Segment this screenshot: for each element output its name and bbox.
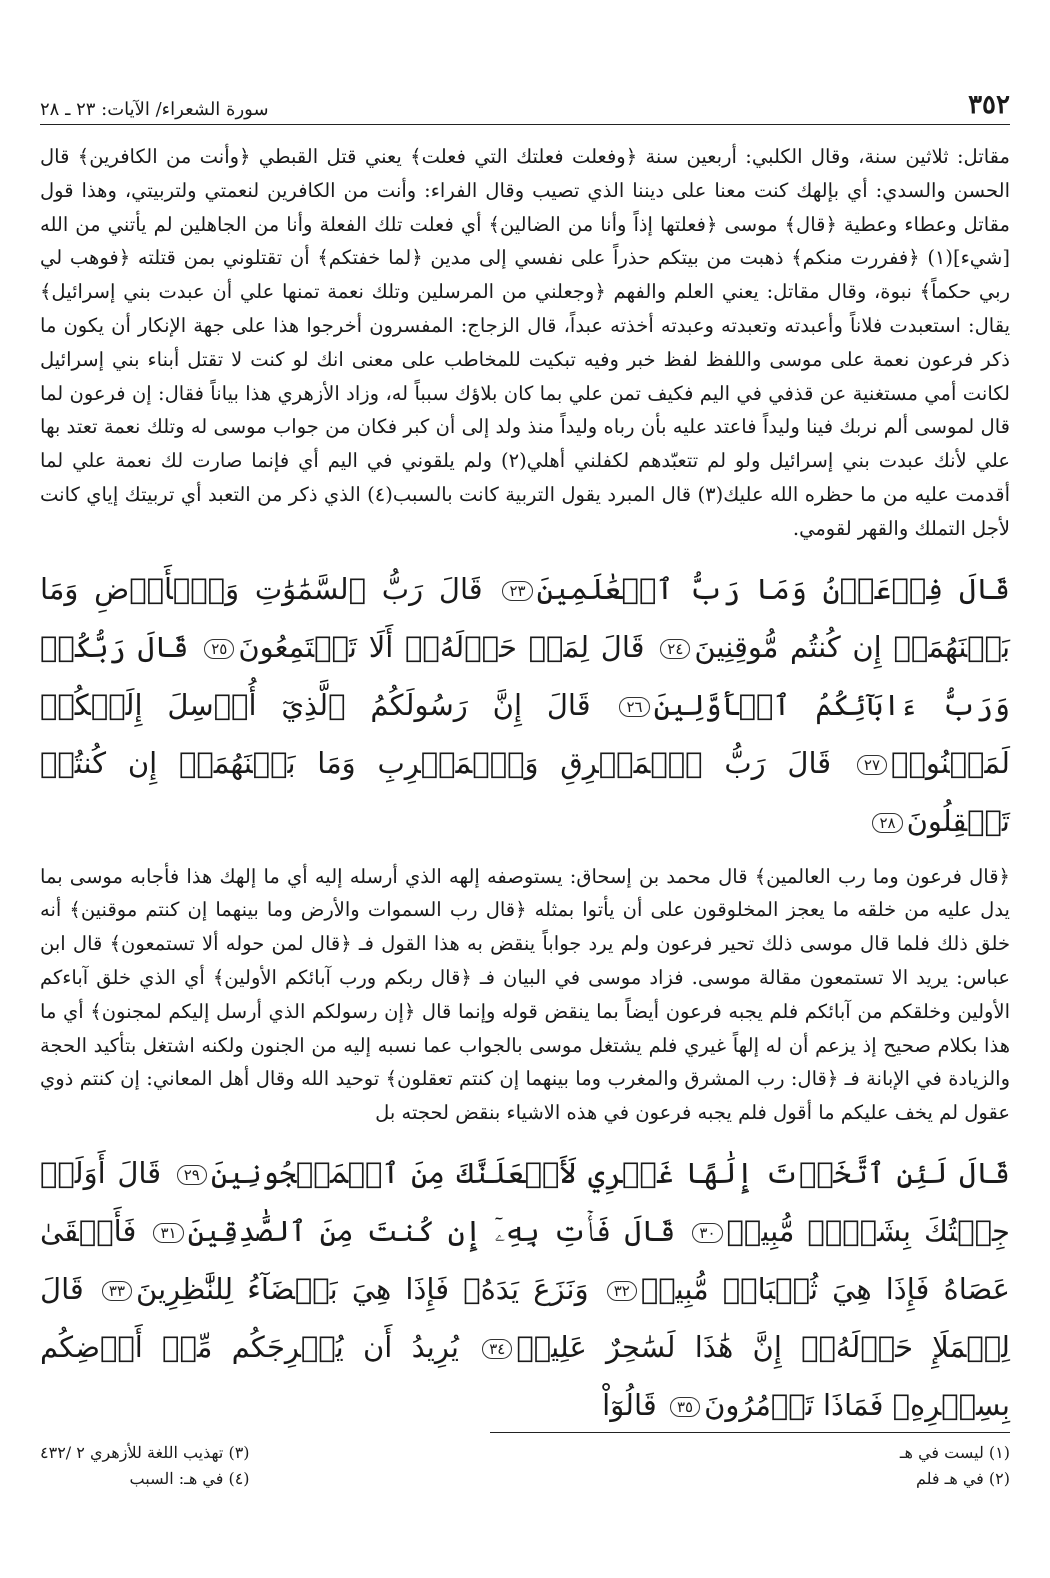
verse-text: قَالَ إِنَّ رَسُولَكُمُ ٱلَّذِيٓ أُرۡسِلَ إِلَيۡكُمۡ لَمَجۡنُونٞ	[40, 687, 1010, 780]
verse-number-marker: ٣١	[153, 1223, 183, 1243]
page-body	[40, 140, 1010, 1444]
verse-text: قَالَ لِمَنۡ حَوۡلَهُۥٓ أَلَا تَسۡتَمِعُونَ	[238, 629, 645, 664]
verse-number-marker: ٣٥	[670, 1397, 700, 1417]
page-number: ٣٥٢	[968, 90, 1010, 120]
footnote: (٢) في هـ فلم	[915, 1469, 1010, 1488]
verse-text: قَالَ لِلۡمَلَإِ حَوۡلَهُۥٓ إِنَّ هَٰذَا لَسَٰحِرٌ عَلِيمٞ	[40, 1271, 1011, 1364]
verse-number-marker: ٢٣	[502, 581, 532, 601]
verse-number-marker: ٢٨	[872, 813, 902, 833]
footnote: (٣) تهذيب اللغة للأزهري ٢ /٤٣٢	[40, 1443, 250, 1462]
verse-text: فَأَلۡقَىٰ عَصَاهُ فَإِذَا هِيَ ثُعۡبَانٞ مُّبِينٞ	[40, 1213, 1010, 1306]
page	[40, 80, 1010, 1538]
commentary-paragraph: ﴿قال فرعون وما رب العالمين﴾ قال محمد بن إسحاق: يستوصفه إلهه الذي أرسله إليه أي ما إلهك هذا فأجابه موسى بما يدل عليه من خلقه ما يعجز المخلوقون على أن يأتوا بمثله ﴿قال رب السموات والأرض وما بينهما إن كنتم موقنين﴾ أنه خلق ذلك فلما قال موسى ذلك تحير فرعون ولم يرد جواباً ينقض به هذا القول فـ ﴿قال لمن حوله ألا تستمعون﴾ قال ابن عباس: يريد الا تستمعون مقالة موسى. فزاد موسى في البيان فـ ﴿قال ربكم ورب آبائكم الأولين﴾ أي الذي خلق آباءكم الأولين وخلقكم من آبائكم فلم يجبه فرعون أيضاً بما ينقض قوله وإنما قال ﴿إن رسولكم الذي أرسل إليكم لمجنون﴾ أي ما هذا بكلام صحيح إذ يزعم أن له إلهاً غيري فلم يشتغل موسى بالجواب عما نسبه إليه من الجنون ولكنه اشتغل بتأكيد الحجة والزيادة في الإبانة فـ ﴿قال: رب المشرق والمغرب وما بينهما إن كنتم تعقلون﴾ توحيد الله وقال أهل المعاني: إن كنتم ذوي عقول لم يخف عليكم ما أقول فلم يجبه فرعون في هذه الاشياء بنقض لحجته بل	[40, 864, 1010, 1125]
footnotes	[40, 1440, 1010, 1492]
verse-number-marker: ٢٧	[857, 755, 887, 775]
quran-block	[40, 560, 1010, 850]
verse-text: قَالَ رَبُّ ٱلۡمَشۡرِقِ وَٱلۡمَغۡرِبِ وَمَا بَيۡنَهُمَآۖ إِن كُنتُمۡ تَعۡقِلُونَ	[40, 745, 1010, 838]
verse-number-marker: ٣٣	[102, 1281, 132, 1301]
verse-text: قَالَ لَئِنِ ٱتَّخَذۡتَ إِلَٰهًا غَيۡرِي لَأَجۡعَلَنَّكَ مِنَ ٱلۡمَسۡجُونِينَ	[210, 1155, 1010, 1190]
footnote-column-left	[40, 1440, 250, 1492]
quran-block	[40, 1144, 1010, 1434]
footnote-column-right	[900, 1440, 1010, 1492]
verse-number-marker: ٢٤	[660, 639, 690, 659]
footnote-separator	[490, 1432, 1010, 1433]
verse-text: يُرِيدُ أَن يُخۡرِجَكُم مِّنۡ أَرۡضِكُم بِسِحۡرِهِۦ فَمَاذَا تَأۡمُرُونَ	[40, 1329, 1010, 1422]
running-header	[40, 80, 1010, 125]
verse-number-marker: ٣٢	[607, 1281, 637, 1301]
verse-text: وَنَزَعَ يَدَهُۥ فَإِذَا هِيَ بَيۡضَآءُ لِلنَّٰظِرِينَ	[136, 1271, 589, 1306]
commentary-paragraph: مقاتل: ثلاثين سنة، وقال الكلبي: أربعين سنة ﴿وفعلت فعلتك التي فعلت﴾ يعني قتل القبطي ﴿وأنت من الكافرين﴾ قال الحسن والسدي: أي بإلهك كنت معنا على ديننا الذي تصيب وقال الفراء: وأنت من الكافرين لنعمتي ولتربيتي، وهذا قول مقاتل وعطاء وعطية ﴿قال﴾ موسى ﴿فعلتها إذاً وأنا من الضالين﴾ أي فعلت تلك الفعلة وأنا من الجاهلين لم يأتني من الله [شيء](١) ﴿ففررت منكم﴾ ذهبت من بيتكم حذراً على نفسي إلى مدين ﴿لما خفتكم﴾ أن تقتلوني بمن قتلته ﴿فوهب لي ربي حكماً﴾ نبوة، وقال مقاتل: يعني العلم والفهم ﴿وجعلني من المرسلين وتلك نعمة تمنها علي أن عبدت بني إسرائيل﴾ يقال: استعبدت فلاناً وأعبدته وتعبدته وعبدته أخذته عبداً، قال الزجاج: المفسرون أخرجوا هذا على جهة الإنكار أن يكون ما ذكر فرعون نعمة على موسى واللفظ لفظ خبر وفيه تبكيت للمخاطب على معنى انك لو كنت لا تقتل أبناء بني إسرائيل لكانت أمي مستغنية عن قذفي في اليم فكيف تمن علي بما كان بلاؤك سبباً له، وزاد الأزهري هذا بياناً فقال: إن فرعون لما قال لموسى ألم نربك فينا وليداً فاعتد عليه بأن رباه وليداً منذ ولد إلى أن كبر فكان من جواب موسى له وتلك نعمة تعتد بها علي لأنك عبدت بني إسرائيل ولو لم تتعبّدهم لكفلني أهلي(٢) ولم يلقوني في اليم أي فإنما صارت لك نعمة علي لما أقدمت عليه من ما حظره الله عليك(٣) قال المبرد يقول التربية كانت بالسبب(٤) الذي ذكر من التعبد أي تربيتك إياي كانت لأجل التملك والقهر لقومي.	[40, 145, 1010, 540]
verse-number-marker: ٢٩	[177, 1165, 207, 1185]
section-title: سورة الشعراء/ الآيات: ٢٣ ـ ٢٨	[40, 99, 269, 120]
verse-text: قَالَ فَأۡتِ بِهِۦٓ إِن كُنتَ مِنَ ٱلصَّٰدِقِينَ	[187, 1213, 676, 1248]
verse-text: قَالَ رَبُّ ٱلسَّمَٰوَٰتِ وَٱلۡأَرۡضِ وَمَا بَيۡنَهُمَآۖ إِن كُنتُم مُّوقِنِينَ	[40, 571, 1011, 664]
verse-text: قَالَ أَوَلَوۡ جِئۡتُكَ بِشَيۡءٖ مُّبِينٖ	[40, 1155, 1010, 1248]
verse-text: قَالَ فِرۡعَوۡنُ وَمَا رَبُّ ٱلۡعَٰلَمِينَ	[536, 571, 1011, 606]
footnote: (١) ليست في هـ	[899, 1443, 1010, 1462]
verse-number-marker: ٣٠	[692, 1223, 722, 1243]
verse-text: قَالَ رَبُّكُمۡ وَرَبُّ ءَابَآئِكُمُ ٱلۡأَوَّلِينَ	[40, 629, 1010, 722]
verse-text: قَالُوٓاْ	[602, 1387, 657, 1422]
footnote: (٤) في هـ: السبب	[129, 1469, 250, 1488]
verse-number-marker: ٣٤	[482, 1339, 512, 1359]
verse-number-marker: ٢٦	[619, 697, 649, 717]
verse-number-marker: ٢٥	[204, 639, 234, 659]
